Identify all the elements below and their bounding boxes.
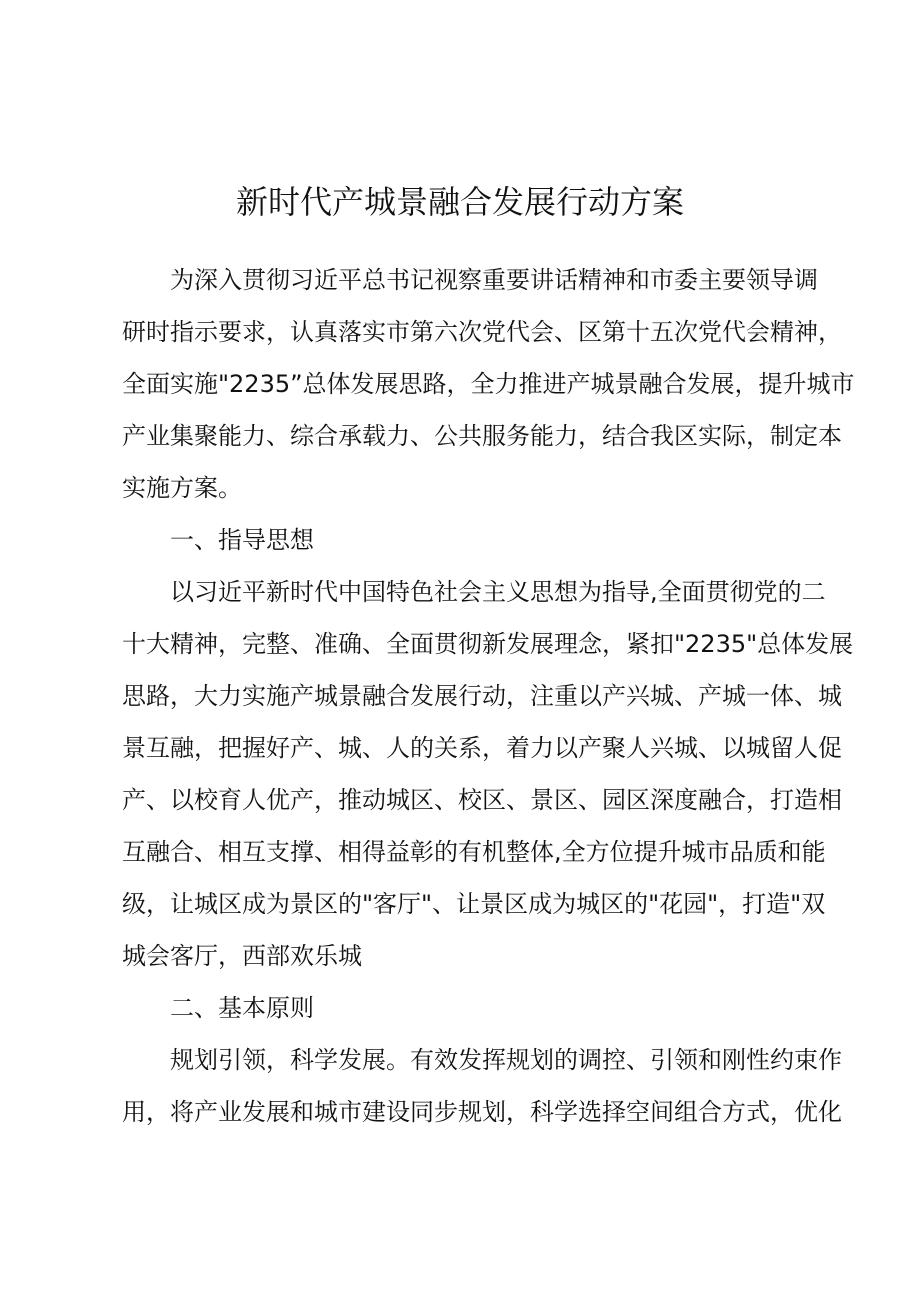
- paragraph-line: 十大精神，完整、准确、全面贯彻新发展理念，紧扣"2235"总体发展: [122, 630, 854, 658]
- document-title: 新时代产城景融合发展行动方案: [235, 183, 684, 221]
- paragraph-line: 思路，大力实施产城景融合发展行动，注重以产兴城、产城一体、城: [122, 682, 842, 710]
- paragraph-line: 以习近平新时代中国特色社会主义思想为指导,全面贯彻党的二: [170, 578, 826, 606]
- section-heading: 二、基本原则: [170, 994, 314, 1022]
- section-heading: 一、指导思想: [170, 526, 314, 554]
- paragraph-line: 用，将产业发展和城市建设同步规划，科学选择空间组合方式，优化: [122, 1098, 842, 1126]
- paragraph-line: 全面实施"2235”总体发展思路，全力推进产城景融合发展，提升城市: [122, 370, 855, 398]
- paragraph-line: 互融合、相互支撑、相得益彰的有机整体,全方位提升城市品质和能: [122, 838, 826, 866]
- paragraph-line: 城会客厅，西部欢乐城: [122, 942, 362, 970]
- paragraph-line: 级，让城区成为景区的"客厅"、让景区成为城区的"花园"，打造"双: [122, 890, 826, 918]
- paragraph-line: 产业集聚能力、综合承载力、公共服务能力，结合我区实际，制定本: [122, 422, 842, 450]
- paragraph-line: 研时指示要求，认真落实市第六次党代会、区第十五次党代会精神，: [122, 318, 842, 346]
- paragraph-line: 规划引领，科学发展。有效发挥规划的调控、引领和刚性约束作: [170, 1046, 842, 1074]
- paragraph-line: 景互融，把握好产、城、人的关系，着力以产聚人兴城、以城留人促: [122, 734, 842, 762]
- paragraph-line: 产、以校育人优产，推动城区、校区、景区、园区深度融合，打造相: [122, 786, 842, 814]
- paragraph-line: 为深入贯彻习近平总书记视察重要讲话精神和市委主要领导调: [170, 266, 818, 294]
- paragraph-line: 实施方案。: [122, 474, 242, 502]
